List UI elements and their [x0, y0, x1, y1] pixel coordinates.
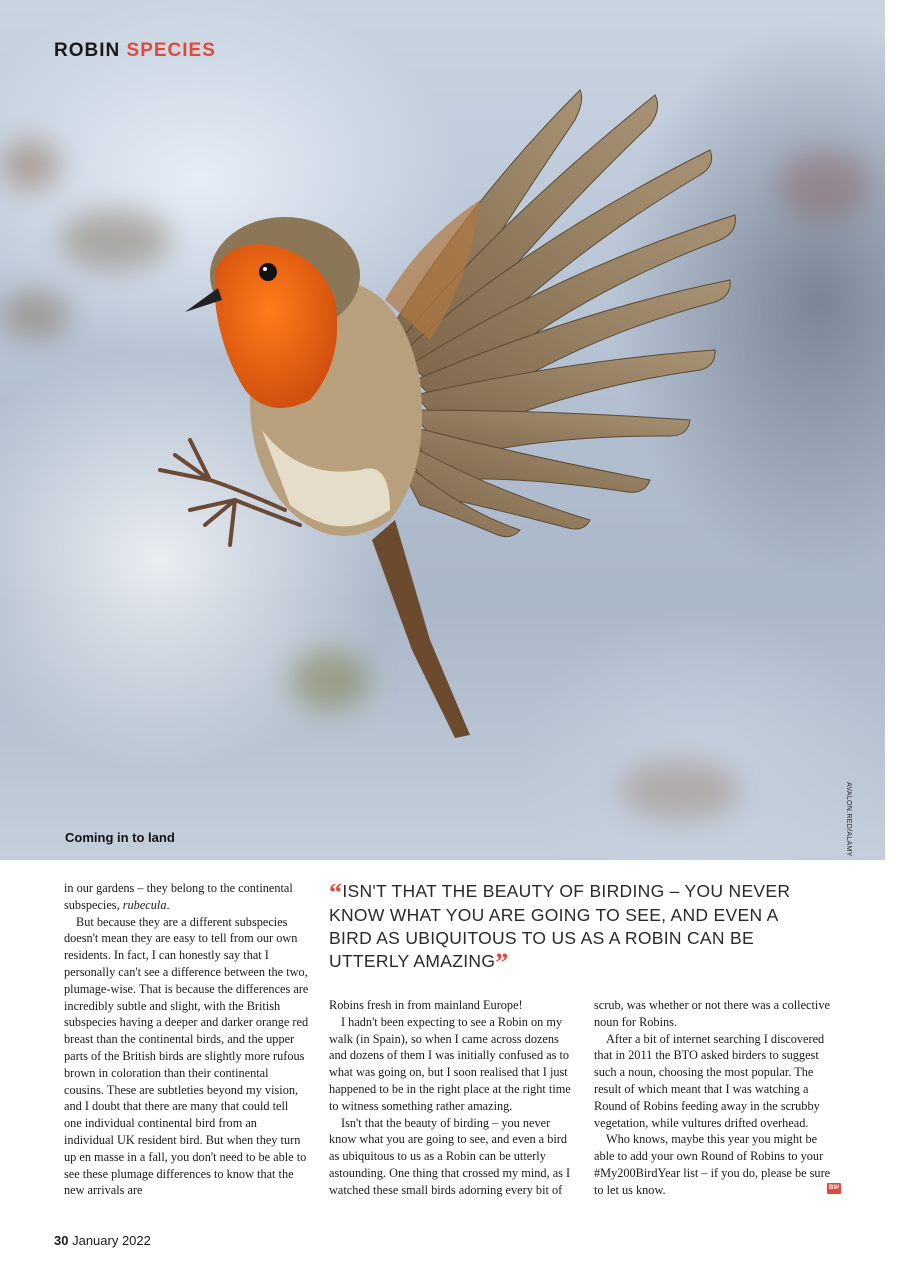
text-column-3 [594, 997, 839, 1199]
end-badge: BW [827, 1183, 841, 1194]
photo-credit: AVALON.RED/ALAMY [845, 782, 852, 857]
paragraph-text: . [166, 897, 170, 912]
issue-date: January 2022 [72, 1233, 151, 1248]
pull-quote [329, 878, 809, 977]
open-quote-mark: “ [329, 878, 343, 907]
paragraph: Who knows, maybe this year you might be able to add your own Round of Robins to your #My200BirdYear list – if you do, please be sure to let us know. [594, 1132, 831, 1197]
paragraph-text: in our gardens – they belong to the continental subspecies, [64, 881, 293, 912]
text-column-1 [64, 880, 309, 1199]
page-footer [54, 1233, 151, 1248]
paragraph: After a bit of internet searching I discovered that in 2011 the BTO asked birders to suggest such a noun, choosing the most popular. The result of which meant that I was watching a Round of Robins feeding away in the scrubby vegetation, while vultures drifted overhead. [594, 1031, 825, 1130]
text-column-2 [329, 997, 579, 1199]
paragraph: I hadn't been expecting to see a Robin on my walk (in Spain), so when I came across dozens and dozens of them I was initially confused as to what was going on, but I soon realised that I just happened to be in the right place at the right time to witness something rather amazing. [329, 1014, 571, 1113]
page-number: 30 [54, 1233, 69, 1248]
section-label [54, 40, 216, 62]
section-label-word2: SPECIES [126, 40, 216, 61]
close-quote-mark: ” [495, 948, 509, 977]
pull-quote-text: ISN'T THAT THE BEAUTY OF BIRDING – YOU NEVER KNOW WHAT YOU ARE GOING TO SEE, AND EVEN A BIRD AS UBIQUITOUS TO US AS A ROBIN CAN BE UTTERLY AMAZING [329, 881, 791, 971]
photo-caption: Coming in to land [65, 830, 175, 845]
subspecies-name: rubecula [122, 897, 167, 912]
section-label-word1: ROBIN [54, 40, 121, 61]
paragraph: Robins fresh in from mainland Europe! [329, 998, 523, 1012]
paragraph: Isn't that the beauty of birding – you never know what you are going to see, and even a bird as ubiquitous to us as a Robin can be utterly astounding. One thing that crossed my mind, as I watched these small birds adorning every bit of [329, 1115, 571, 1197]
paragraph: But because they are a different subspecies doesn't mean they are easy to tell from our own residents. In fact, I can honestly say that I personally can't see a difference between the two, plumage-wise. That is because the differences are incredibly subtle and slight, with the British subspecies having a deeper and darker orange red breast than the continental birds, and the upper parts of the British birds are slightly more rufous brown in coloration than their continental cousins. These are subtleties beyond my vision, and I doubt that there are many that could tell one individual continental bird from an individual UK resident bird. But when they turn up en masse in a fall, you don't need to be able to see these plumage differences to know that the new arrivals are [64, 914, 309, 1198]
paragraph [64, 880, 309, 914]
paragraph: scrub, was whether or not there was a collective noun for Robins. [594, 998, 830, 1029]
